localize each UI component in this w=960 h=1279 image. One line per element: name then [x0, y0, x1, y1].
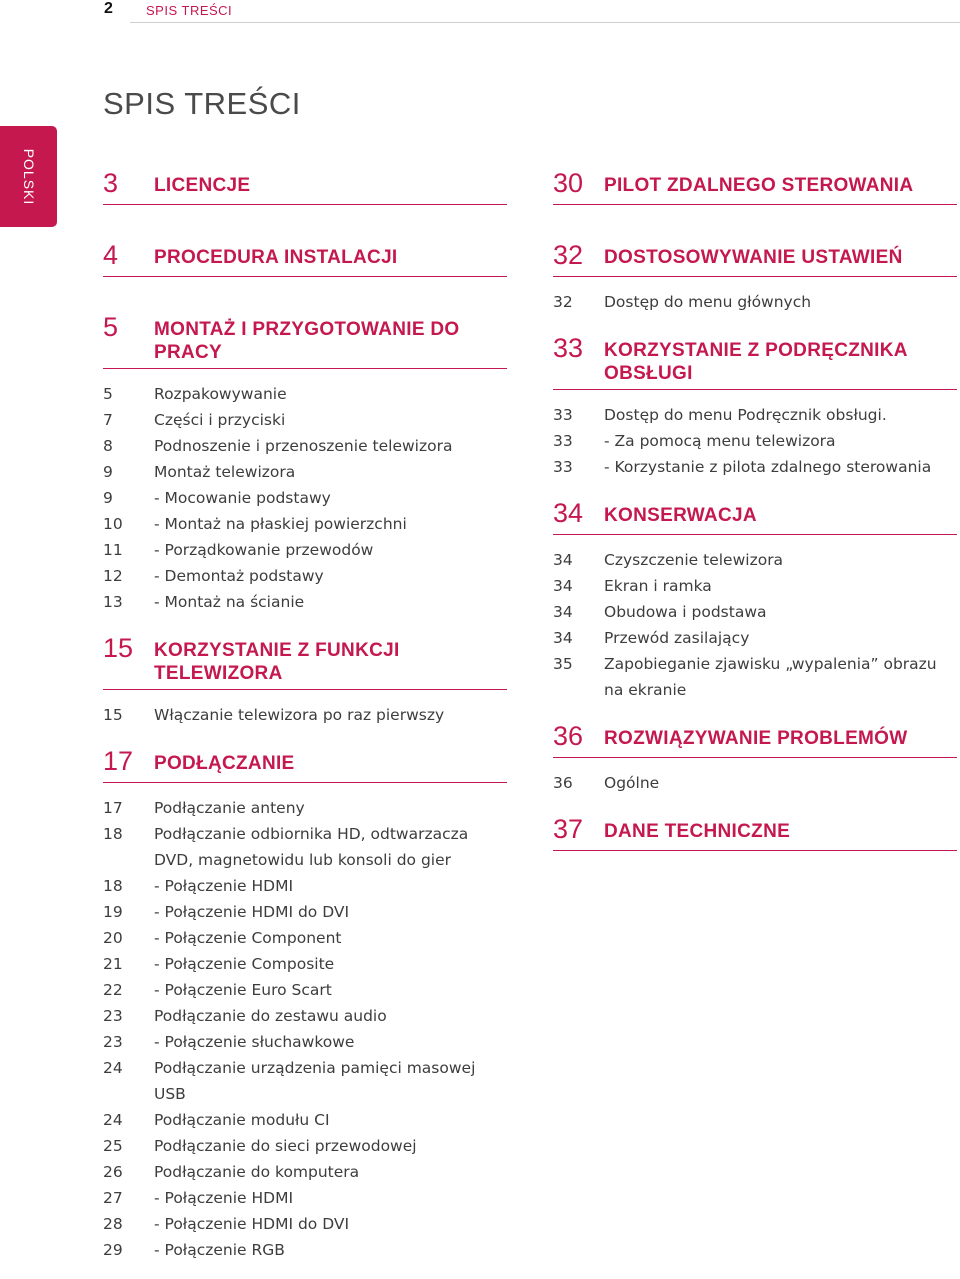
toc-section-heading[interactable]	[553, 719, 957, 758]
entry-page-number: 33	[553, 432, 573, 450]
header-divider	[130, 22, 960, 23]
toc-entry[interactable]	[103, 977, 507, 1003]
entry-page-number: 34	[553, 629, 573, 647]
toc-entry[interactable]	[103, 537, 507, 563]
section-title: DANE TECHNICZNE	[604, 821, 791, 842]
language-tab-label: POLSKI	[20, 148, 37, 205]
toc-entry[interactable]	[553, 289, 957, 315]
entry-page-number: 20	[103, 929, 123, 947]
toc-entry[interactable]	[553, 770, 957, 796]
section-page-number: 37	[553, 814, 584, 844]
entry-page-number: 24	[103, 1111, 123, 1129]
section-page-number: 36	[553, 721, 584, 751]
toc-item-list	[103, 369, 507, 615]
entry-page-number: 21	[103, 955, 123, 973]
entry-page-number: 34	[553, 603, 573, 621]
entry-label: Podłączanie modułu CI	[154, 1111, 330, 1129]
toc-entry[interactable]	[103, 407, 507, 433]
toc-item-list	[553, 758, 957, 796]
section-title: LICENCJE	[154, 175, 251, 196]
toc-entry[interactable]	[103, 702, 507, 728]
entry-page-number: 27	[103, 1189, 123, 1207]
entry-label: Ekran i ramka	[604, 577, 712, 595]
page-number: 2	[104, 0, 113, 17]
entry-page-number: 24	[103, 1059, 123, 1077]
entry-label: Podłączanie do zestawu audio	[154, 1007, 387, 1025]
toc-entry[interactable]	[103, 511, 507, 537]
toc-section-heading[interactable]	[103, 238, 507, 277]
page-title: SPIS TREŚCI	[103, 86, 301, 121]
entry-page-number: 19	[103, 903, 123, 921]
toc-entry[interactable]	[103, 1159, 507, 1185]
section-title: KONSERWACJA	[604, 505, 757, 526]
entry-page-number: 17	[103, 799, 123, 817]
section-title: PROCEDURA INSTALACJI	[154, 247, 398, 268]
entry-label: - Połączenie HDMI do DVI	[154, 903, 350, 921]
entry-label: Podłączanie urządzenia pamięci masowej USB	[154, 1059, 476, 1103]
toc-entry[interactable]	[103, 899, 507, 925]
entry-page-number: 7	[103, 411, 113, 429]
entry-label: - Połączenie HDMI	[154, 877, 294, 895]
entry-label: - Połączenie HDMI	[154, 1189, 294, 1207]
toc-entry[interactable]	[103, 485, 507, 511]
entry-page-number: 33	[553, 458, 573, 476]
section-title: PILOT ZDALNEGO STEROWANIA	[604, 175, 914, 196]
entry-label: Podłączanie do komputera	[154, 1163, 360, 1181]
toc-section	[553, 812, 957, 851]
toc-section	[553, 331, 957, 480]
toc-entry[interactable]	[103, 381, 507, 407]
toc-left-column	[103, 166, 507, 1279]
entry-page-number: 22	[103, 981, 123, 999]
section-title: PODŁĄCZANIE	[154, 753, 295, 774]
entry-label: Podłączanie do sieci przewodowej	[154, 1137, 417, 1155]
entry-page-number: 23	[103, 1007, 123, 1025]
entry-label: Podłączanie anteny	[154, 799, 305, 817]
entry-label: - Demontaż podstawy	[154, 567, 324, 585]
entry-label: - Połączenie RGB	[154, 1241, 285, 1259]
entry-label: Ogólne	[604, 774, 660, 792]
toc-entry[interactable]	[103, 459, 507, 485]
entry-page-number: 34	[553, 551, 573, 569]
toc-entry[interactable]	[103, 1055, 507, 1107]
entry-label: Części i przyciski	[154, 411, 286, 429]
toc-entry[interactable]	[103, 433, 507, 459]
entry-page-number: 18	[103, 825, 123, 843]
entry-page-number: 36	[553, 774, 573, 792]
section-title: KORZYSTANIE Z PODRĘCZNIKA OBSŁUGI	[604, 340, 908, 384]
entry-label: Dostęp do menu Podręcznik obsługi.	[604, 406, 887, 424]
section-title: KORZYSTANIE Z FUNKCJI TELEWIZORA	[154, 640, 400, 684]
entry-page-number: 9	[103, 489, 113, 507]
section-title: DOSTOSOWYWANIE USTAWIEŃ	[604, 247, 903, 268]
toc-section	[103, 744, 507, 1263]
toc-entry[interactable]	[103, 951, 507, 977]
section-page-number: 17	[103, 746, 134, 776]
toc-entry[interactable]	[103, 1003, 507, 1029]
language-tab	[0, 126, 57, 227]
entry-page-number: 25	[103, 1137, 123, 1155]
entry-label: - Montaż na płaskiej powierzchni	[154, 515, 407, 533]
entry-page-number: 32	[553, 293, 573, 311]
section-page-number: 5	[103, 312, 119, 342]
entry-label: - Mocowanie podstawy	[154, 489, 331, 507]
toc-section	[103, 310, 507, 615]
entry-page-number: 15	[103, 706, 123, 724]
toc-entry[interactable]	[103, 1029, 507, 1055]
section-page-number: 30	[553, 168, 584, 198]
toc-item-list	[103, 783, 507, 1263]
toc-section	[553, 496, 957, 703]
entry-label: - Połączenie Component	[154, 929, 342, 947]
entry-label: Rozpakowywanie	[154, 385, 287, 403]
entry-page-number: 33	[553, 406, 573, 424]
toc-entry[interactable]	[553, 651, 957, 703]
section-page-number: 4	[103, 240, 119, 270]
entry-label: - Połączenie HDMI do DVI	[154, 1215, 350, 1233]
page-header	[0, 0, 960, 22]
toc-entry[interactable]	[103, 1107, 507, 1133]
toc-entry[interactable]	[553, 599, 957, 625]
entry-label: Włączanie telewizora po raz pierwszy	[154, 706, 445, 724]
toc-section-heading[interactable]	[103, 310, 507, 369]
toc-entry[interactable]	[103, 925, 507, 951]
toc-entry[interactable]	[103, 1237, 507, 1263]
entry-page-number: 26	[103, 1163, 123, 1181]
entry-label: Montaż telewizora	[154, 463, 296, 481]
entry-page-number: 23	[103, 1033, 123, 1051]
toc-item-list	[103, 690, 507, 728]
toc-entry[interactable]	[103, 873, 507, 899]
toc-section	[553, 166, 957, 205]
toc-section-heading[interactable]	[553, 812, 957, 851]
toc-item-list	[553, 277, 957, 315]
toc-entry[interactable]	[553, 625, 957, 651]
entry-label: Podłączanie odbiornika HD, odtwarzacza DVD, magnetowidu lub konsoli do gier	[154, 825, 469, 869]
entry-label: Obudowa i podstawa	[604, 603, 767, 621]
section-title: ROZWIĄZYWANIE PROBLEMÓW	[604, 728, 908, 749]
toc-entry[interactable]	[103, 1211, 507, 1237]
toc-entry[interactable]	[103, 795, 507, 821]
toc-entry[interactable]	[553, 428, 957, 454]
section-page-number: 3	[103, 168, 119, 198]
entry-page-number: 34	[553, 577, 573, 595]
entry-label: Przewód zasilający	[604, 629, 750, 647]
toc-item-list	[553, 390, 957, 480]
toc-entry[interactable]	[553, 454, 957, 480]
entry-label: Podnoszenie i przenoszenie telewizora	[154, 437, 453, 455]
toc-section-heading[interactable]	[553, 166, 957, 205]
toc-entry[interactable]	[103, 821, 507, 873]
entry-label: Dostęp do menu głównych	[604, 293, 812, 311]
toc-section	[103, 166, 507, 205]
entry-page-number: 9	[103, 463, 113, 481]
toc-right-column	[553, 166, 957, 884]
toc-entry[interactable]	[103, 1133, 507, 1159]
entry-page-number: 12	[103, 567, 123, 585]
toc-section	[553, 238, 957, 315]
section-page-number: 15	[103, 633, 134, 663]
entry-page-number: 29	[103, 1241, 123, 1259]
toc-entry[interactable]	[553, 573, 957, 599]
entry-label: - Montaż na ścianie	[154, 593, 305, 611]
toc-section-heading[interactable]	[103, 744, 507, 783]
toc-entry[interactable]	[103, 589, 507, 615]
toc-section	[553, 719, 957, 796]
toc-item-list	[553, 535, 957, 703]
toc-entry[interactable]	[103, 563, 507, 589]
toc-section	[103, 631, 507, 728]
toc-section-heading[interactable]	[103, 166, 507, 205]
entry-page-number: 13	[103, 593, 123, 611]
entry-label: Zapobieganie zjawisku „wypalenia” obrazu na ekranie	[604, 655, 937, 699]
entry-label: - Porządkowanie przewodów	[154, 541, 374, 559]
entry-page-number: 10	[103, 515, 123, 533]
entry-page-number: 18	[103, 877, 123, 895]
entry-label: - Za pomocą menu telewizora	[604, 432, 836, 450]
running-title: SPIS TREŚCI	[146, 3, 233, 18]
toc-entry[interactable]	[553, 402, 957, 428]
section-title: MONTAŻ I PRZYGOTOWANIE DO PRACY	[154, 319, 460, 363]
toc-section-heading[interactable]	[553, 331, 957, 390]
section-page-number: 33	[553, 333, 584, 363]
entry-label: - Połączenie słuchawkowe	[154, 1033, 355, 1051]
entry-page-number: 5	[103, 385, 113, 403]
entry-label: - Korzystanie z pilota zdalnego sterowania	[604, 458, 932, 476]
entry-label: Czyszczenie telewizora	[604, 551, 784, 569]
entry-page-number: 8	[103, 437, 113, 455]
toc-entry[interactable]	[103, 1185, 507, 1211]
section-page-number: 34	[553, 498, 584, 528]
entry-page-number: 35	[553, 655, 573, 673]
entry-page-number: 28	[103, 1215, 123, 1233]
toc-entry[interactable]	[553, 547, 957, 573]
toc-section-heading[interactable]	[553, 238, 957, 277]
entry-label: - Połączenie Composite	[154, 955, 335, 973]
entry-page-number: 11	[103, 541, 123, 559]
toc-section	[103, 238, 507, 277]
toc-section-heading[interactable]	[103, 631, 507, 690]
entry-label: - Połączenie Euro Scart	[154, 981, 332, 999]
section-page-number: 32	[553, 240, 584, 270]
toc-section-heading[interactable]	[553, 496, 957, 535]
